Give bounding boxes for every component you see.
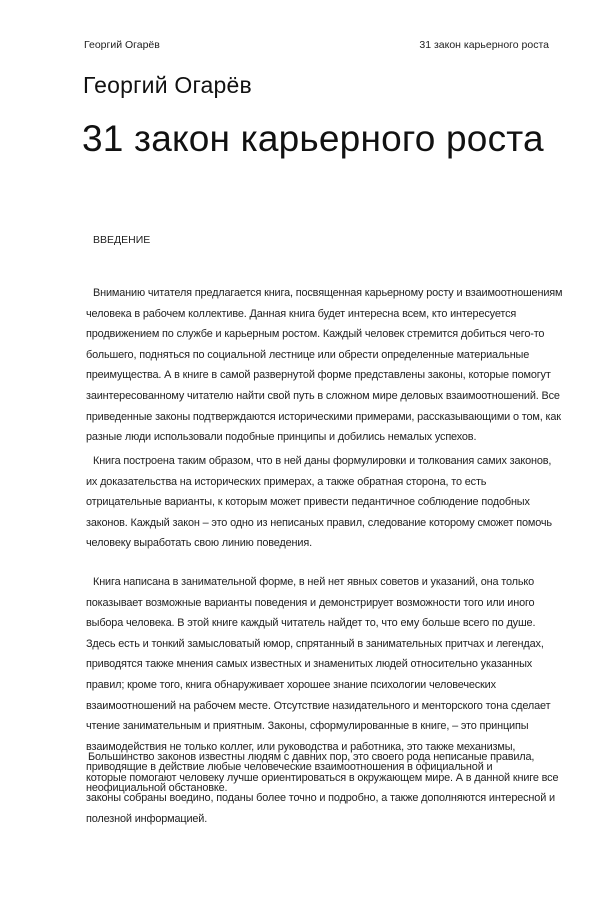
paragraph: Вниманию читателя предлагается книга, посвященная карьерному росту и взаимоотношениям человека в рабочем коллективе. Данная книга будет интересна всем, кто интересуется продвижением по службе и карьерным ростом. Каждый человек стремится добиться чего-то большего, подняться по социальной лестнице или обрести определенные материальные преимущества. А в книге в самой развернутой форме представлены законы, которые помогут заинтересованному читателю найти свой путь в сложном мире деловых взаимоотношений. Все приведенные законы подтверждаются историческими примерами, рассказывающими о том, как разные люди использовали подобные принципы и добились немалых успехов.: [86, 287, 563, 444]
running-header: [84, 39, 549, 51]
paragraph: Книга написана в занимательной форме, в ней нет явных советов и указаний, она только показывает возможные варианты поведения и демонстрирует возможности того или иного выбора человека. В этой книге каждый читатель найдет то, что ему больше всего по душе. Здесь есть и тонкий замысловатый юмор, спрятанный в занимательных притчах и легендах, приводятся также мнения самых известных и знаменитых людей относительно указанных правил; кроме того, книга обнаруживает хорошее знание психологии человеческих взаимоотношений на рабочем месте. Отсутствие назидательного и менторского тона сделает чтение занимательным и приятным. Законы, сформулированные в книге, – это принципы взаимодействия не только коллег, или руководства и работника, это также механизмы, приводящие в действие любые человеческие взаимоотношения в официальной и неофициальной обстановке.: [86, 576, 551, 794]
section-heading: ВВЕДЕНИЕ: [93, 234, 151, 246]
book-title: 31 закон карьерного роста: [82, 118, 544, 159]
paragraph: Большинство законов известны людям с давних пор, это своего рода неписаные правила, которые помогают человеку лучше ориентироваться в окружающем мире. А в данной книге все законы собраны воедино, поданы более точно и подробно, а также дополняются интересной и полезной информацией.: [86, 751, 559, 825]
paragraph: Книга построена таким образом, что в ней даны формулировки и толкования самих законов, их доказательства на исторических примерах, а также обратная сторона, то есть отрицательные варианты, к которым может привести педантичное соблюдение подобных законов. Каждый закон – это одно из неписаных правил, следование которому сможет помочь человеку выработать свою линию поведения.: [86, 455, 552, 550]
author-name: Георгий Огарёв: [83, 72, 252, 98]
header-author: Георгий Огарёв: [84, 39, 160, 51]
header-book-title: 31 закон карьерного роста: [419, 39, 549, 51]
